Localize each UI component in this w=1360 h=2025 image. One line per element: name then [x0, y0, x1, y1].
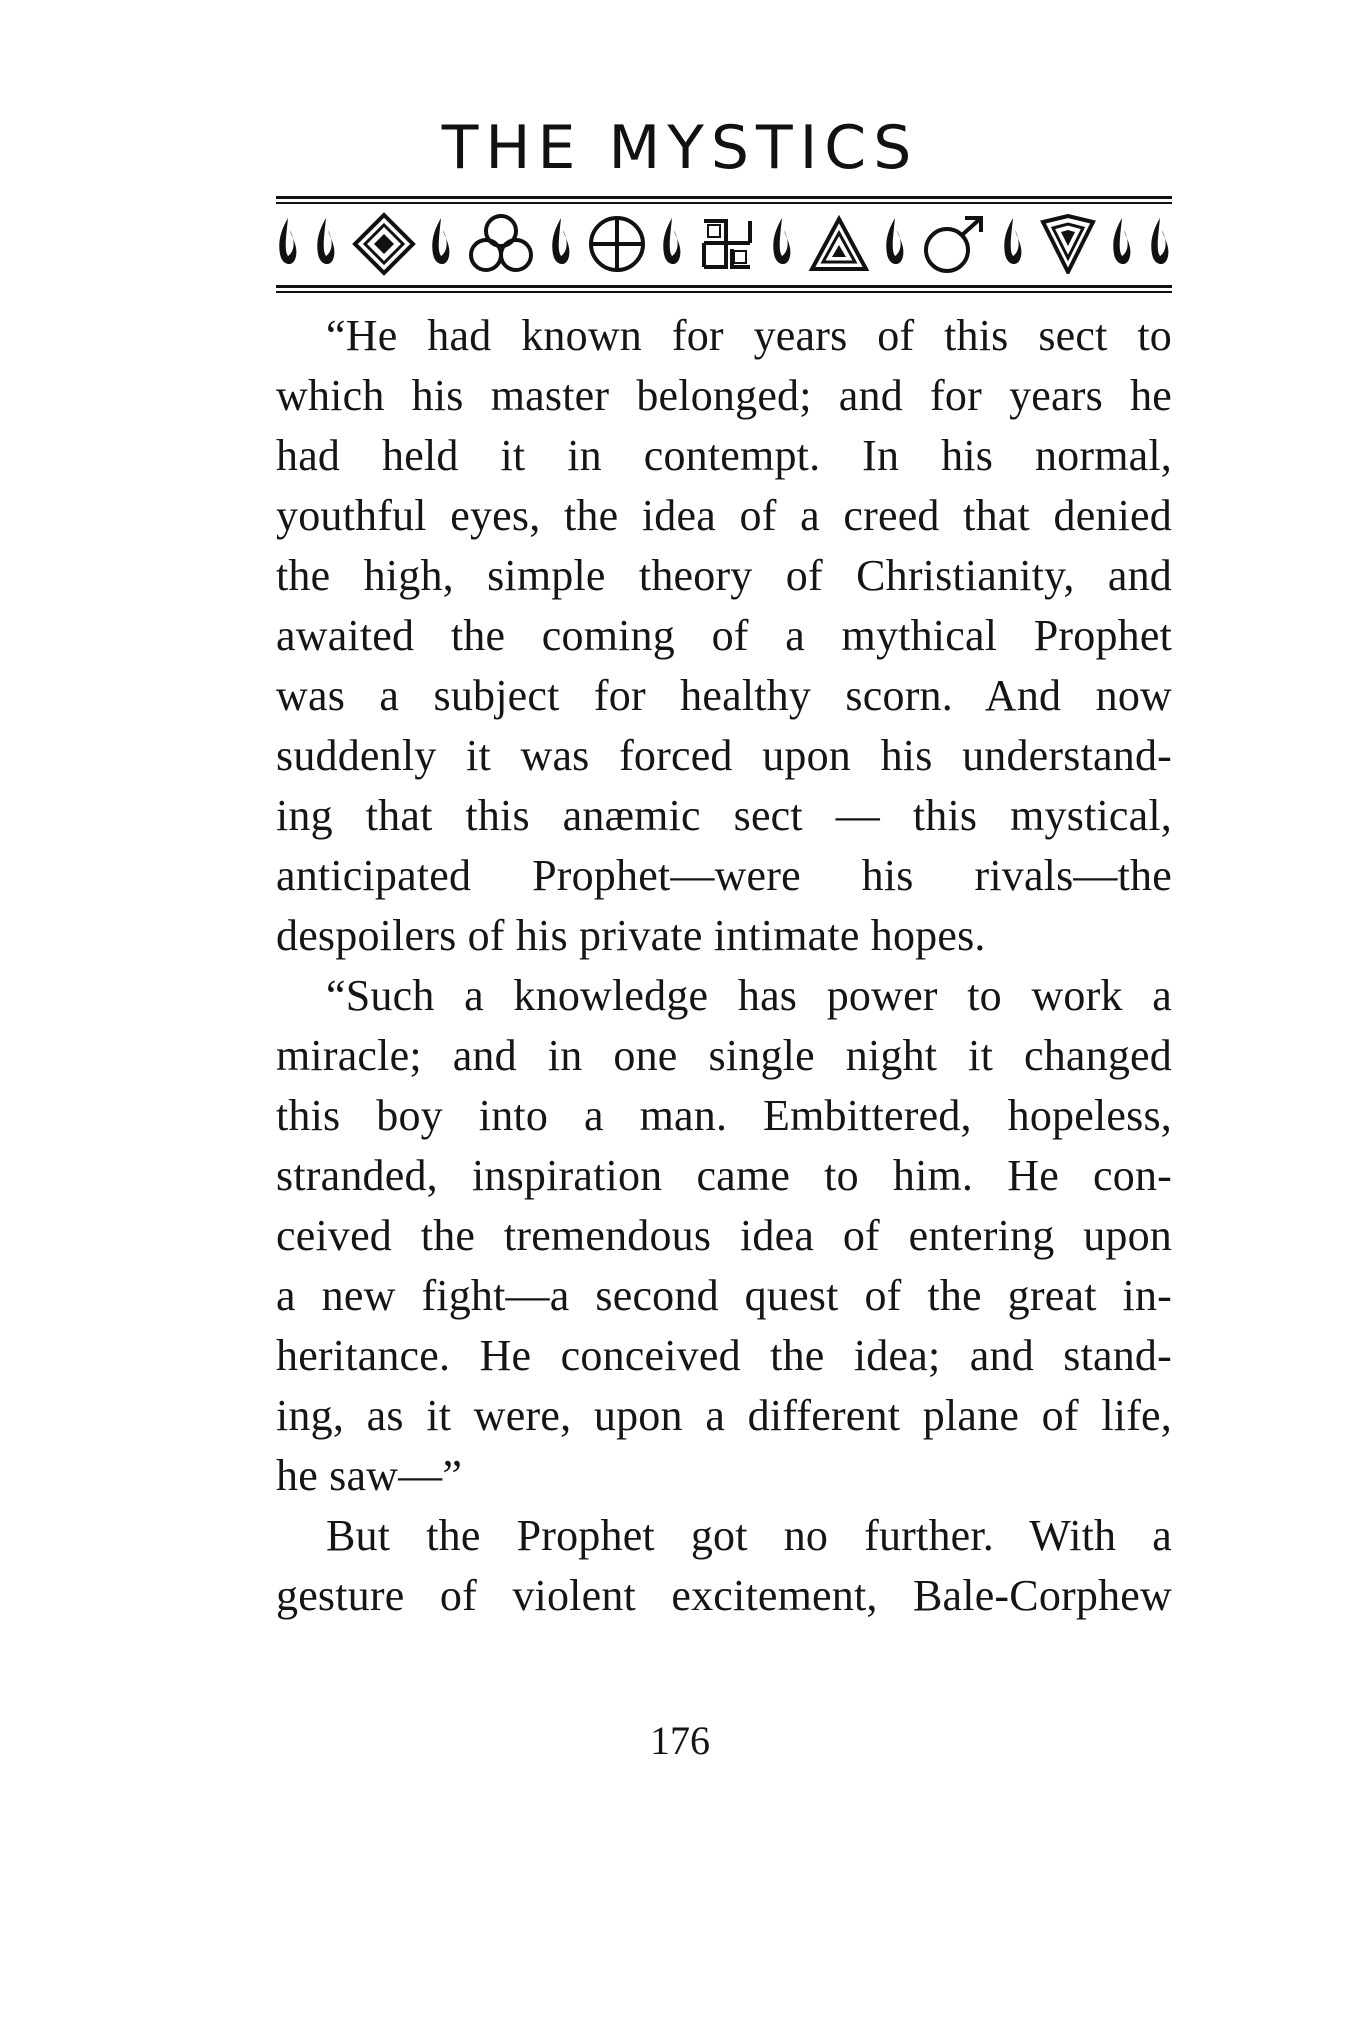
- ornament-band: [276, 208, 1172, 280]
- text-line: stranded, inspiration came to him. He con-: [276, 1151, 1172, 1200]
- header-rule-top-thin: [276, 202, 1172, 204]
- text-line: youthful eyes, the idea of a creed that denied: [276, 491, 1172, 540]
- text-line: “Such a knowledge has power to work a: [326, 971, 1172, 1020]
- text-line: ceived the tremendous idea of entering upon: [276, 1211, 1172, 1260]
- fret-icon: [698, 215, 756, 273]
- gem-icon: [1039, 214, 1097, 274]
- page-number: 176: [650, 1718, 710, 1763]
- text-line: he saw—”: [276, 1451, 463, 1500]
- flame-icon: [429, 216, 453, 272]
- flame-icon: [1110, 216, 1134, 272]
- header-rule-top: [276, 196, 1172, 199]
- header-rule-bottom: [276, 285, 1172, 288]
- text-line: which his master belonged; and for years he: [276, 371, 1172, 420]
- text-line: heritance. He conceived the idea; and stand-: [276, 1331, 1172, 1380]
- text-line: this boy into a man. Embittered, hopeless,: [276, 1091, 1172, 1140]
- flame-icon: [660, 216, 684, 272]
- text-line: ing, as it were, upon a different plane of life,: [276, 1391, 1172, 1440]
- flame-icon: [314, 216, 338, 272]
- text-line: But the Prophet got no further. With a: [326, 1511, 1172, 1560]
- text-line: “He had known for years of this sect to: [326, 311, 1172, 360]
- mars-icon: [921, 214, 987, 274]
- body-text: [276, 306, 1172, 1626]
- text-line: ing that this anæmic sect — this mystical,: [276, 791, 1172, 840]
- text-line: had held it in contempt. In his normal,: [276, 431, 1172, 480]
- running-head: THE MYSTICS: [441, 113, 919, 183]
- triangle-icon: [808, 215, 870, 273]
- header-rule-bottom-thin: [276, 291, 1172, 293]
- text-line: suddenly it was forced upon his understand-: [276, 731, 1172, 780]
- text-line: the high, simple theory of Christianity, and: [276, 551, 1172, 600]
- cross-circle-icon: [587, 214, 647, 274]
- text-line: was a subject for healthy scorn. And now: [276, 671, 1172, 720]
- text-line: awaited the coming of a mythical Prophet: [276, 611, 1172, 660]
- flame-icon: [883, 216, 907, 272]
- trefoil-icon: [467, 213, 535, 275]
- diamond-icon: [352, 212, 416, 276]
- flame-icon: [276, 216, 300, 272]
- text-line: a new fight—a second quest of the great in-: [276, 1271, 1172, 1320]
- text-line: gesture of violent excitement, Bale-Corphew: [276, 1571, 1172, 1620]
- text-line: despoilers of his private intimate hopes.: [276, 911, 986, 960]
- text-line: miracle; and in one single night it changed: [276, 1031, 1172, 1080]
- flame-icon: [549, 216, 573, 272]
- flame-icon: [1148, 216, 1172, 272]
- text-line: anticipated Prophet—were his rivals—the: [276, 851, 1172, 900]
- flame-icon: [770, 216, 794, 272]
- flame-icon: [1001, 216, 1025, 272]
